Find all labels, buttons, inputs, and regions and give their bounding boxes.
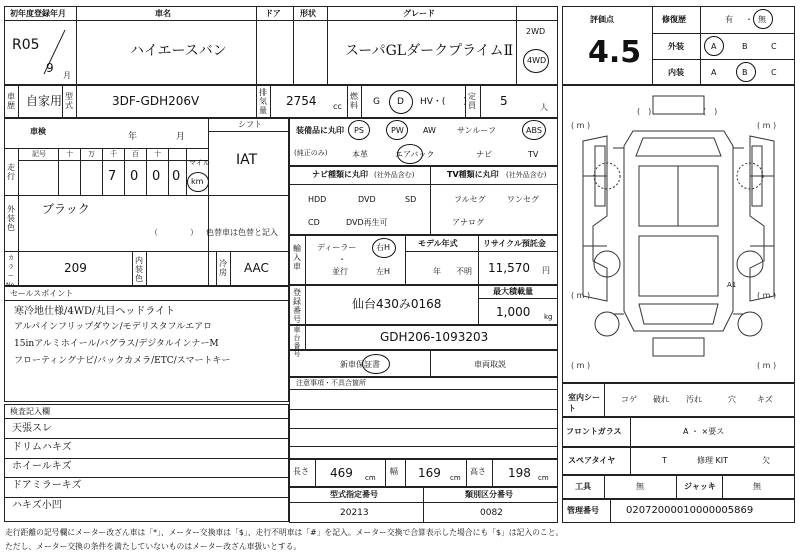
mileage-digit: 0 [172, 169, 181, 184]
navi-hdd: HDD [308, 195, 327, 204]
interior-grade-c: C [771, 68, 777, 77]
color-no: 209 [64, 261, 87, 275]
navi-label: ナビ種類に丸印 [312, 170, 368, 179]
displacement-unit: cc [333, 102, 342, 111]
sales-point-label: セールスポイント [10, 289, 74, 298]
shift-label: シフト [238, 120, 262, 129]
footer-line1: 走行距離の記号欄にメーター改ざん車は「*」、メーター交換車は「$」、走行不明車は「#」を記入。メーター交換で合算表示した場合にも「$」は記入のこと。 [5, 528, 564, 537]
reg-no: 仙台430み0168 [352, 297, 442, 311]
max-load-label: 最大積載量 [493, 287, 533, 296]
exterior-grade-a: A [711, 42, 717, 51]
model-label: 型式 [65, 92, 73, 110]
svg-text:( m ): ( m ) [757, 121, 777, 130]
navi-dvd: DVD [358, 195, 376, 204]
first-reg-label: 初年度登録年月 [10, 9, 66, 18]
color-note: 色替車は色替と記入 [206, 228, 278, 237]
jack-label: ジャッキ [684, 482, 716, 491]
equipment-tv: TV [528, 150, 539, 159]
width-label: 幅 [390, 467, 398, 476]
body-history: 自家用 [26, 94, 63, 108]
equipment-sub: (純正のみ) [294, 149, 328, 157]
seat-item: 汚れ [686, 395, 702, 404]
fuel-d: D [397, 97, 404, 107]
length-label: 長さ [293, 467, 309, 476]
sales-point-line: フローティングナビ/バックカメラ/ETC/スマートキー [14, 356, 231, 366]
door-label: ドア [265, 9, 281, 18]
type-no: 20213 [340, 508, 369, 518]
width-unit: cm [450, 474, 461, 482]
shift: IAT [236, 152, 258, 168]
svg-text:( m ): ( m ) [571, 291, 591, 300]
equipment-pw: PW [391, 126, 404, 135]
import-right: 右H [376, 243, 391, 252]
chassis: GDH206-1093203 [380, 330, 489, 344]
mileage-digit: 7 [108, 169, 117, 184]
notes-label: 注意事項・不具合箇所 [296, 379, 366, 387]
spare-t: T [662, 456, 667, 465]
svg-text:( m ): ( m ) [757, 361, 777, 370]
spare-kit: 修理 KIT [697, 456, 729, 465]
fuel-label: 燃料 [350, 92, 358, 110]
width: 169 [418, 466, 441, 480]
mileage-header-ten-thousand: 万 [88, 150, 95, 158]
displacement: 2754 [286, 94, 317, 108]
score-label: 評価点 [590, 15, 614, 24]
mileage-unit: km [191, 177, 204, 186]
inspector-line: ドリムハキズ [12, 442, 72, 453]
height: 198 [508, 466, 531, 480]
mileage-header-thousand: 千 [110, 150, 117, 158]
mileage-label: 走行 [7, 163, 15, 181]
max-load-unit: kg [544, 313, 553, 321]
exterior-label: 外装 [668, 42, 684, 51]
capacity-unit: 人 [540, 103, 548, 112]
glass: A ・ ×要ス [683, 427, 725, 436]
score: 4.5 [588, 35, 642, 70]
import-label: 輸入車 [293, 244, 301, 271]
navi-sub: (社外品含む) [374, 171, 415, 179]
tv-sub: (社外品含む) [506, 171, 547, 179]
tv-label: TV種類に丸印 [447, 170, 499, 179]
sales-point-line: アルパインフリップダウン/モデリスタフルエアロ [14, 322, 213, 332]
shape-label: 形状 [300, 9, 316, 18]
capacity: 5 [500, 94, 508, 108]
tools-label: 工具 [575, 482, 591, 491]
height-unit: cm [538, 474, 549, 482]
color-paren: （ ） [150, 228, 198, 237]
displacement-label: 排気量 [259, 88, 267, 115]
jack: 無 [753, 482, 761, 491]
seat-item: 破れ [653, 395, 669, 404]
first-reg-month: 9 [46, 61, 54, 75]
fuel-g: G [373, 97, 380, 107]
car-name: ハイエースバン [130, 43, 227, 59]
navi-cd: CD [308, 218, 320, 227]
seat-item: キズ [757, 395, 773, 404]
mileage-header-code: 記号 [32, 150, 46, 158]
model-year-unknown: 不明 [456, 267, 472, 276]
model-year-year: 年 [433, 267, 441, 276]
inspector-line: 天張スレ [12, 423, 52, 434]
first-reg-month-unit: 月 [63, 71, 71, 80]
repair-no: 無 [758, 15, 766, 24]
repair-yes: 有 [725, 15, 733, 24]
mileage-digit: 0 [152, 169, 161, 184]
interior-color-label: 内装色 [135, 256, 143, 283]
tools: 無 [636, 482, 644, 491]
height-label: 高さ [470, 467, 486, 476]
fuel-hv: HV・( ) [420, 97, 467, 107]
svg-text:( m ): ( m ) [571, 361, 591, 370]
import-parallel: 並行 [332, 267, 348, 276]
drive-2wd: 2WD [526, 27, 546, 36]
import-left: 左H [376, 267, 391, 276]
seat-item: コゲ [621, 395, 637, 404]
equipment-navi: ナビ [476, 150, 492, 159]
recycle-label: リサイクル預託金 [483, 239, 546, 248]
glass-label: フロントガラス [566, 427, 622, 436]
interior-grade-b: B [742, 68, 748, 77]
first-reg-year: R05 [12, 37, 40, 53]
svg-text:( m ): ( m ) [757, 291, 777, 300]
reg-no-label: 登録番号 [293, 288, 301, 324]
warranty-manual: 車両取説 [474, 360, 506, 369]
color: ブラック [42, 202, 90, 216]
mileage-digit: 0 [130, 169, 139, 184]
model: 3DF-GDH206V [112, 94, 200, 108]
mileage-header-ten-thousand-ten: 十 [66, 150, 73, 158]
inspection-label: 車検 [30, 127, 46, 136]
tv-oneseg: ワンセグ [507, 195, 539, 204]
color-no-label: カラーNo. [6, 255, 16, 289]
drive-4wd: 4WD [527, 56, 547, 65]
ac: AAC [244, 261, 269, 275]
spare-missing: 欠 [762, 456, 770, 465]
body-history-label: 車歴 [7, 92, 15, 110]
equipment-abs: ABS [526, 126, 542, 135]
inspector-label: 検査記入欄 [10, 407, 50, 416]
warranty-new: 新車保証書 [340, 360, 380, 369]
inspection-month: 月 [176, 132, 186, 142]
equipment-sunroof: サンルーフ [457, 126, 496, 135]
max-load: 1,000 [496, 305, 531, 319]
navi-dvd-play: DVD再生可 [346, 218, 388, 227]
grade: スーパGLダークプライムⅡ [345, 43, 514, 59]
mgmt-label: 管理番号 [567, 506, 599, 515]
import-dealer: ディーラー [317, 243, 357, 252]
navi-sd: SD [405, 195, 417, 204]
exterior-grade-c: C [771, 42, 777, 51]
grade-label: グレード [403, 9, 435, 18]
svg-text:( ): ( ) [703, 107, 718, 116]
mileage-header-ten: 十 [154, 150, 161, 158]
type-no-label: 型式指定番号 [330, 490, 378, 499]
repair-label: 修復歴 [662, 15, 686, 24]
tv-analog: アナログ [452, 218, 484, 227]
inspector-line: ドアミラーキズ [12, 480, 82, 491]
chassis-label: 車台番号 [293, 326, 301, 358]
equipment-aw: AW [423, 126, 436, 135]
repair-dot: ・ [745, 15, 753, 24]
recycle-unit: 円 [542, 266, 550, 275]
svg-text:( ): ( ) [637, 107, 652, 116]
ac-label: 冷房 [219, 259, 227, 277]
seat-label: 室内シート [568, 393, 600, 413]
seat-item: 穴 [728, 395, 736, 404]
sales-point-line: 寒冷地仕様/4WD/丸目ヘッドライト [14, 306, 176, 317]
inspector-line: ホイールキズ [12, 461, 72, 472]
svg-text:( m ): ( m ) [571, 121, 591, 130]
class-no-label: 類別区分番号 [465, 490, 513, 499]
tv-fullseg: フルセグ [454, 195, 486, 204]
equipment-airbag: エアバック [395, 150, 435, 159]
color-label: 外装色 [7, 205, 15, 232]
interior-grade-a: A [711, 68, 717, 77]
capacity-label: 定員 [468, 92, 476, 110]
equipment-ps: PS [354, 126, 364, 135]
class-no: 0082 [480, 508, 503, 518]
inspection-year: 年 [128, 132, 138, 142]
interior-label: 内装 [668, 68, 684, 77]
equipment-label: 装備品に丸印 [296, 126, 344, 135]
model-year-label: モデル年式 [418, 239, 458, 248]
car-name-label: 車名 [155, 9, 171, 18]
recycle: 11,570 [488, 261, 530, 275]
length-unit: cm [365, 474, 376, 482]
mileage-header-hundred: 百 [132, 150, 139, 158]
inspector-line: ハキズ小凹 [12, 500, 62, 511]
warranty-block [289, 350, 558, 377]
equipment-leather: 本革 [352, 150, 368, 159]
mileage-header-mile: マイル [189, 159, 210, 167]
import-dot: ・ [338, 255, 346, 264]
spare-label: スペアタイヤ [568, 456, 616, 465]
mgmt: 02072000010000005869 [626, 505, 754, 516]
exterior-grade-b: B [742, 42, 748, 51]
sales-point-line: 15inアルミホイール/バグラス/デジタルインナーM [14, 339, 219, 349]
car-diagram [563, 86, 794, 382]
footer-line2: ただし、メーター交換の条件を満たしていないものはメーター改ざん車扱いとする。 [5, 542, 302, 551]
diagram-label: A1 [727, 281, 737, 289]
length: 469 [330, 466, 353, 480]
